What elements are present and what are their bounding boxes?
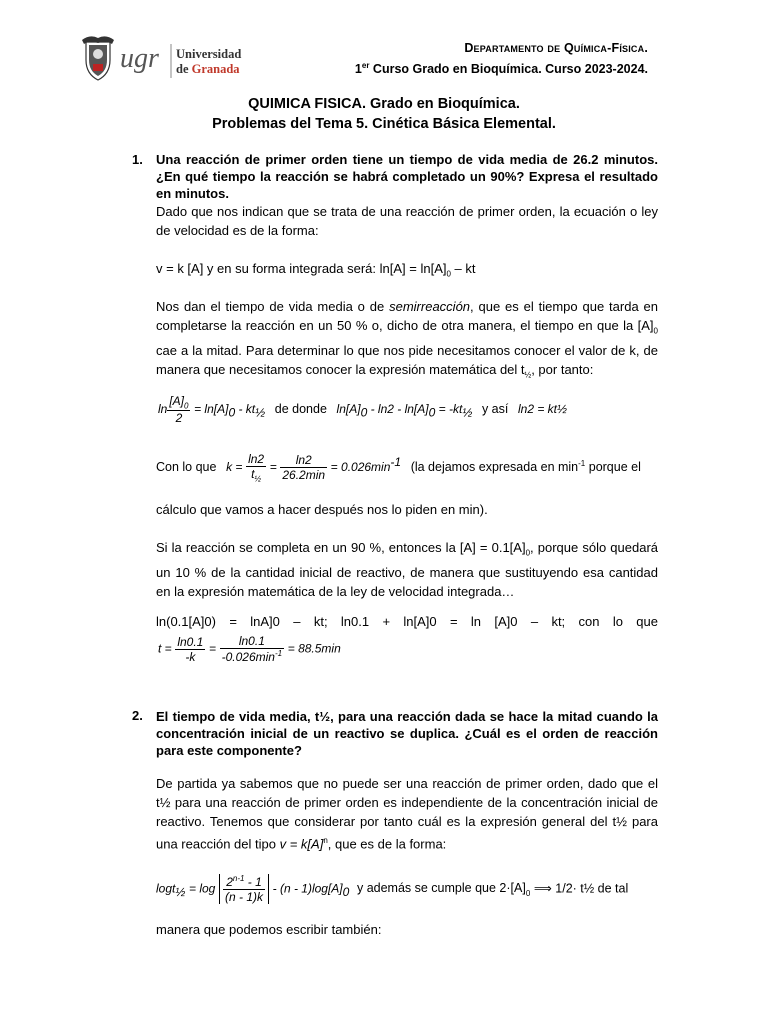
problem-1-paragraph-2: Nos dan el tiempo de vida media o de semirreacción, que es el tiempo que tarda en completarse la reacción en un 50 % o, dicho de otra manera, el tiempo en que la $[A]_0$ cae a la mitad. Para determinar lo que nos pide necesitamos conocer el valor de k, de manera que necesitamos conocer la expresión matemática del $t_{\frac{1}{2}}$, por tanto: [156,299,659,380]
problem-1-substitution: ln(0.1[A]0) = lnA]0 – kt; ln0.1 + ln[A]0 = ln [A]0 – kt; con lo que [156,614,658,629]
document-title: QUIMICA FISICA. Grado en Bioquímica. Problemas del Tema 5. Cinética Básica Elemental. [212,96,556,132]
equation-rate-constant: Con lo que k = $\frac{\ln 2}{t_{\frac{1}{2}}}$ = $\frac{\ln 2}{26.2\min}$ = $0.026\min^{-1}$ (la dejamos expresada en $\min^{-1}$ porque el [156,452,641,484]
university-name: Universidad de Granada [176,47,242,76]
problem-1-paragraph-4: Si la reacción se completa en un 90 %, entonces la $[A] = 0.1[A]_0$, porque sólo quedará un 10 % de la cantidad inicial de reactivo, de manera que sustituyendo esa cantidad en la expresión matemática de la ley de velocidad integrada… [156,540,658,599]
problem-1-integrated-law: v = k [A] y en su forma integrada será: $\ln[A] = \ln[A]_0$ – kt [156,261,476,279]
svg-text:ugr: ugr [120,43,159,74]
equation-time: t = $\frac{\ln 0.1}{-k}$ = $\frac{\ln 0.1}{-0.026\min^{-1}}$ = 88.5min [158,634,341,664]
problem-2-paragraph-1: De partida ya sabemos que no puede ser una reacción de primer orden, dado que el t½ para una reacción de primer orden es independiente de la concentración inicial de reactivo. Tenemos que considerar por tanto cuál es la expresión general del t½ para una reacción del tipo $v = k[A]^n$, que es de la forma: [156,776,658,852]
problem-1-paragraph-1: Dado que nos indican que se trata de una reacción de primer orden, la ecuación o ley de velocidad es de la forma: [156,204,658,238]
equation-general-half-life: logt$_{\frac{1}{2}}$ = log $\frac{2^{n-1} - 1}{(n - 1)k}$ - $(n - 1)\log[A]_0$ y además se cumple que $2\cdot[A]_0$ ⟹ 1/2· t½ de tal [156,874,629,904]
coat-of-arms-icon [82,36,114,80]
department-header: Departamento de Química-Física. 1er Curso Grado en Bioquímica. Curso 2023-2024. [354,41,648,77]
problem-2-question: El tiempo de vida media, t½, para una reacción dada se hace la mitad cuando la concentración inicial de un reactivo se duplica. ¿Cuál es el orden de reacción para este componente? [156,709,658,758]
problem-1-paragraph-3: cálculo que vamos a hacer después nos lo piden en min). [156,502,488,517]
problem-2-number: 2. [132,708,143,723]
problem-1-question: Una reacción de primer orden tiene un tiempo de vida media de 26.2 minutos. ¿En qué tiempo la reacción se habrá completado un 90%? Expresa el resultado en minutos. [156,152,658,201]
equation-half-life: ln $\frac{[A]_0}{2}$ = $\ln[A]_0 - kt_{\frac{1}{2}}$ de donde $\ln[A]_0 - \ln 2 - \ln[A]_0 = -kt_{\frac{1}{2}}$ y así ln2 = kt½ [158,394,568,426]
problem-2-paragraph-2: manera que podemos escribir también: [156,922,382,937]
problem-1-number: 1. [132,152,143,167]
